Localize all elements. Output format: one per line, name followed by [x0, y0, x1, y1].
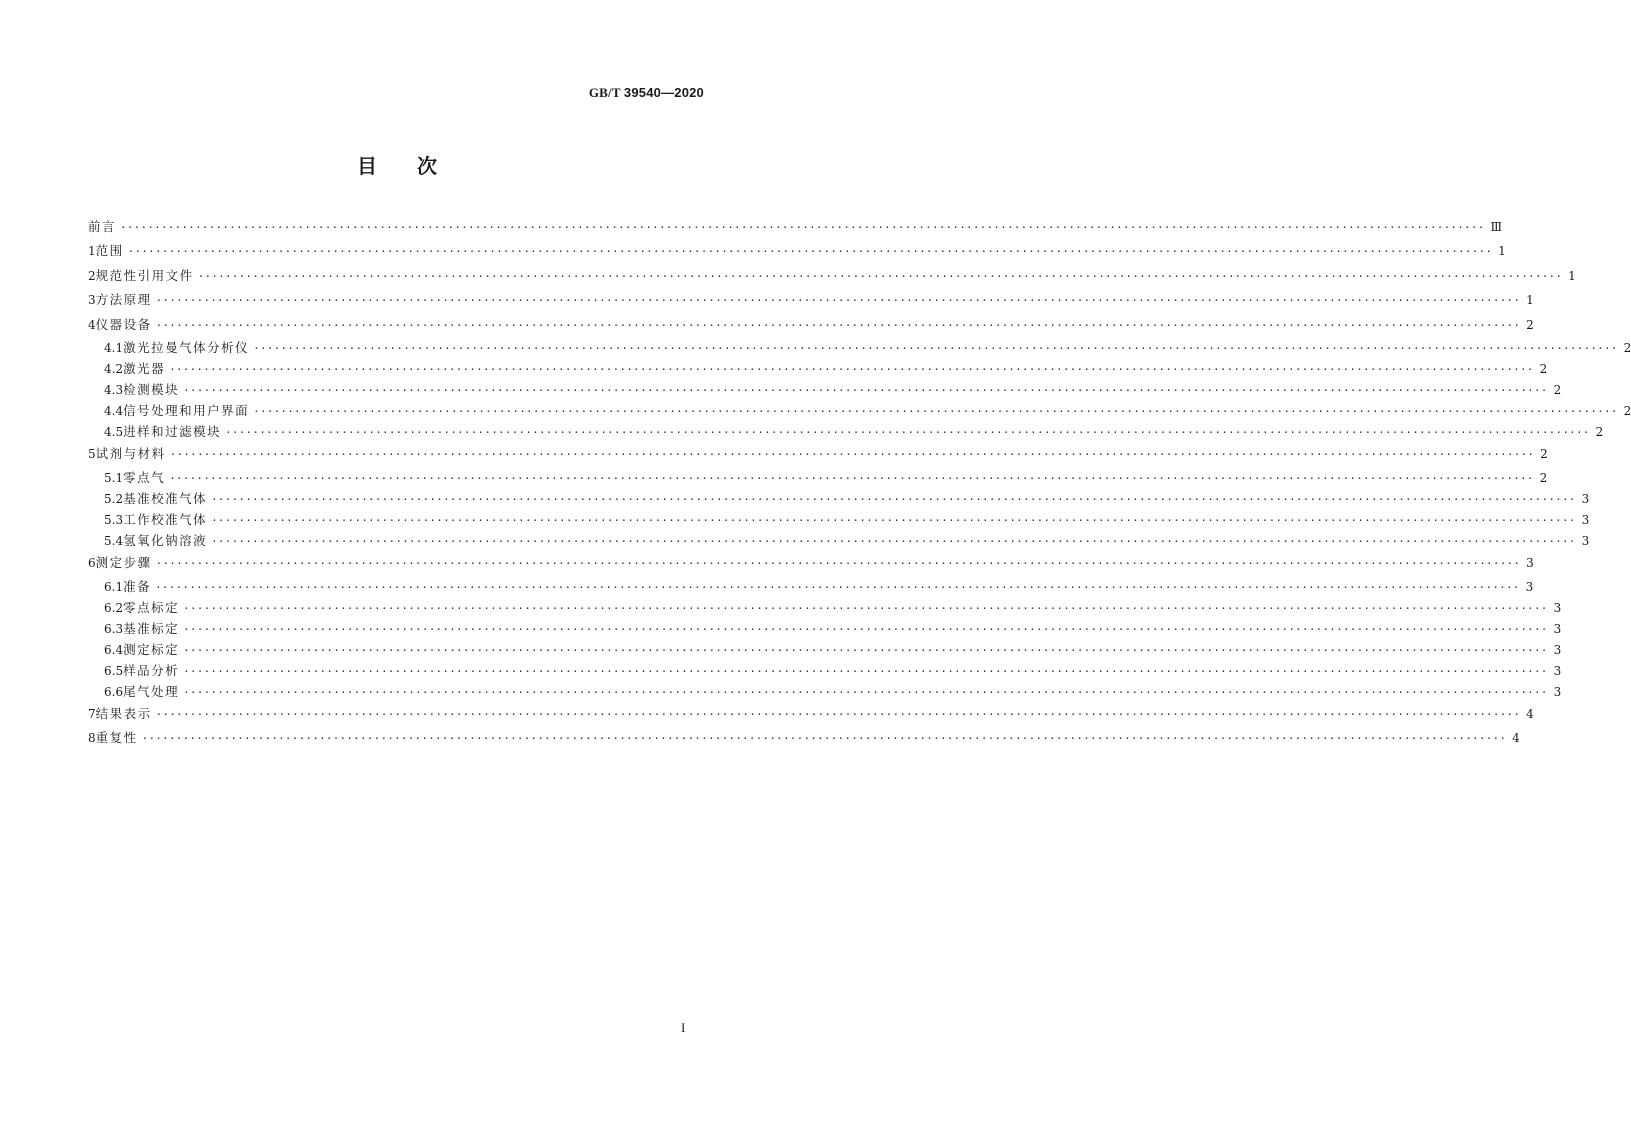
toc-entry-page: Ⅲ [1490, 220, 1503, 234]
toc-leader-dots: ········································································································································································································ [211, 534, 1576, 548]
toc-entry[interactable] [88, 400, 1631, 421]
toc-entry-page: 3 [1525, 579, 1534, 594]
toc-leader-dots: ········································································································································································································ [155, 580, 1520, 594]
toc-entry-number: 5.4 [104, 533, 124, 548]
toc-entry[interactable] [88, 288, 1534, 313]
page-title: 目次 [357, 154, 477, 178]
toc-entry-page: 2 [1539, 470, 1548, 485]
toc-entry-title: 准备 [123, 578, 152, 594]
toc-entry-number: 4.4 [104, 404, 124, 419]
toc-entry[interactable] [88, 442, 1548, 467]
toc-entry-page: 3 [1553, 684, 1562, 699]
toc-entry-title: 样品分析 [123, 662, 180, 678]
toc-entry[interactable] [88, 509, 1590, 530]
toc-entry-page: 2 [1623, 404, 1631, 419]
toc-entry-number: 2 [88, 268, 96, 283]
toc-entry-page: 2 [1623, 341, 1631, 356]
toc-entry-title: 范围 [95, 243, 124, 258]
toc-entry[interactable] [88, 467, 1548, 488]
toc-entry-page: 3 [1581, 491, 1590, 506]
toc-leader-dots: ········································································································································································································ [183, 601, 1548, 615]
toc-entry-number: 1 [88, 244, 96, 258]
toc-entry[interactable] [88, 313, 1534, 338]
toc-leader-dots: ········································································································································································································ [155, 556, 1521, 570]
toc-entry-title: 重复性 [95, 730, 138, 746]
toc-leader-dots: ········································································································································································································ [155, 294, 1521, 308]
toc-leader-dots: ········································································································································································································ [211, 513, 1576, 527]
toc-entry-number: 4.3 [104, 383, 124, 398]
toc-entry-title: 结果表示 [95, 705, 152, 721]
toc-entry-page: 2 [1595, 425, 1604, 440]
toc-entry-title: 基准标定 [123, 620, 180, 636]
toc-entry-page: 1 [1498, 244, 1506, 258]
toc-entry[interactable] [88, 379, 1562, 400]
toc-entry-page: 3 [1526, 555, 1534, 570]
toc-entry-number: 8 [88, 731, 96, 746]
toc-leader-dots: ········································································································································································································ [169, 471, 1534, 485]
toc-leader-dots: ········································································································································································································ [225, 426, 1590, 440]
toc-entry[interactable] [88, 576, 1534, 597]
toc-entry-page: 2 [1526, 317, 1534, 332]
toc-leader-dots: ········································································································································································································ [197, 269, 1563, 283]
toc-entry[interactable] [88, 358, 1548, 379]
toc-entry-number: 5.3 [104, 512, 124, 527]
toc-entry-title: 前言 [88, 219, 117, 234]
toc-entry-title: 方法原理 [95, 292, 152, 308]
toc-entry-title: 零点气 [123, 469, 166, 485]
toc-entry-page: 2 [1539, 362, 1548, 377]
toc-entry-number: 4 [88, 317, 96, 332]
toc-entry-title: 激光器 [123, 361, 166, 377]
toc-entry-page: 3 [1581, 533, 1590, 548]
toc-leader-dots: ········································································································································································································ [169, 363, 1534, 377]
toc-entry-page: 3 [1553, 600, 1562, 615]
toc-entry-page: 1 [1526, 293, 1534, 308]
toc-leader-dots: ········································································································································································································ [141, 732, 1507, 746]
toc-entry[interactable] [88, 660, 1562, 681]
toc-entry-number: 5.2 [104, 491, 124, 506]
toc-leader-dots: ········································································································································································································ [183, 685, 1548, 699]
toc-entry-title: 激光拉曼气体分析仪 [123, 340, 250, 356]
toc-entry-page: 3 [1553, 642, 1562, 657]
toc-entry-title: 试剂与材料 [95, 446, 166, 462]
toc-leader-dots: ········································································································································································································ [127, 245, 1493, 258]
toc-entry-number: 4.2 [104, 362, 124, 377]
toc-entry-page: 2 [1540, 447, 1548, 462]
toc-entry-page: 3 [1553, 621, 1562, 636]
toc-entry-number: 5.1 [104, 470, 124, 485]
toc-entry[interactable] [88, 639, 1562, 660]
toc-entry[interactable] [88, 215, 1503, 239]
toc-leader-dots: ········································································································································································································ [183, 664, 1548, 678]
toc-leader-dots: ········································································································································································································ [155, 318, 1521, 332]
page-number: I [681, 1020, 686, 1035]
toc-leader-dots: ········································································································································································································ [155, 707, 1521, 721]
toc-entry-number: 5 [88, 447, 96, 462]
toc-entry-title: 进样和过滤模块 [123, 424, 222, 440]
toc-entry-page: 4 [1512, 731, 1520, 746]
toc-leader-dots: ········································································································································································································ [183, 643, 1548, 657]
toc-entry-page: 3 [1553, 663, 1562, 678]
toc-entry[interactable] [88, 702, 1534, 727]
toc-entry-title: 测定步骤 [95, 554, 152, 570]
toc-entry-title: 信号处理和用户界面 [123, 403, 250, 419]
toc-entry-title: 氢氧化钠溶液 [123, 532, 208, 548]
toc-entry[interactable] [88, 488, 1590, 509]
toc-entry-page: 2 [1553, 383, 1562, 398]
toc-leader-dots: ········································································································································································································ [120, 221, 1485, 234]
toc-entry-page: 4 [1526, 706, 1534, 721]
standard-prefix: GB/T [588, 85, 621, 100]
toc-entry-number: 6.1 [104, 579, 124, 594]
toc-entry-title: 工作校准气体 [123, 511, 208, 527]
toc-entry-number: 6.3 [104, 621, 124, 636]
toc-entry[interactable] [88, 551, 1534, 576]
toc-leader-dots: ········································································································································································································ [253, 342, 1618, 356]
toc-leader-dots: ········································································································································································································ [253, 405, 1618, 419]
table-of-contents [88, 215, 1631, 751]
standard-number [589, 85, 704, 101]
toc-leader-dots: ········································································································································································································ [211, 492, 1576, 506]
toc-entry-title: 测定标定 [123, 641, 180, 657]
toc-entry-page: 3 [1581, 512, 1590, 527]
toc-entry-number: 4.1 [104, 341, 124, 356]
toc-entry-page: 1 [1568, 268, 1576, 283]
toc-entry[interactable] [88, 264, 1576, 289]
toc-leader-dots: ········································································································································································································ [183, 384, 1548, 398]
toc-leader-dots: ········································································································································································································ [169, 448, 1535, 462]
toc-entry-title: 尾气处理 [123, 683, 180, 699]
toc-entry-number: 4.5 [104, 425, 124, 440]
toc-entry-title: 检测模块 [123, 382, 180, 398]
toc-entry-title: 零点标定 [123, 599, 180, 615]
toc-entry-number: 3 [88, 293, 96, 308]
toc-entry[interactable] [88, 597, 1562, 618]
toc-entry-number: 6 [88, 555, 96, 570]
toc-entry-number: 6.4 [104, 642, 124, 657]
toc-entry[interactable] [88, 239, 1506, 264]
toc-entry-title: 仪器设备 [95, 316, 152, 332]
standard-code: 39540—2020 [623, 85, 704, 100]
toc-entry[interactable] [88, 530, 1590, 551]
toc-entry-number: 6.5 [104, 663, 124, 678]
toc-entry-title: 基准校准气体 [123, 490, 208, 506]
toc-leader-dots: ········································································································································································································ [183, 622, 1548, 636]
toc-entry[interactable] [88, 618, 1562, 639]
toc-entry-title: 规范性引用文件 [95, 267, 194, 283]
toc-entry-number: 7 [88, 706, 96, 721]
toc-entry[interactable] [88, 726, 1520, 751]
toc-entry[interactable] [88, 337, 1631, 358]
toc-entry[interactable] [88, 681, 1562, 702]
toc-entry-number: 6.6 [104, 684, 124, 699]
toc-entry[interactable] [88, 421, 1604, 442]
toc-entry-number: 6.2 [104, 600, 124, 615]
